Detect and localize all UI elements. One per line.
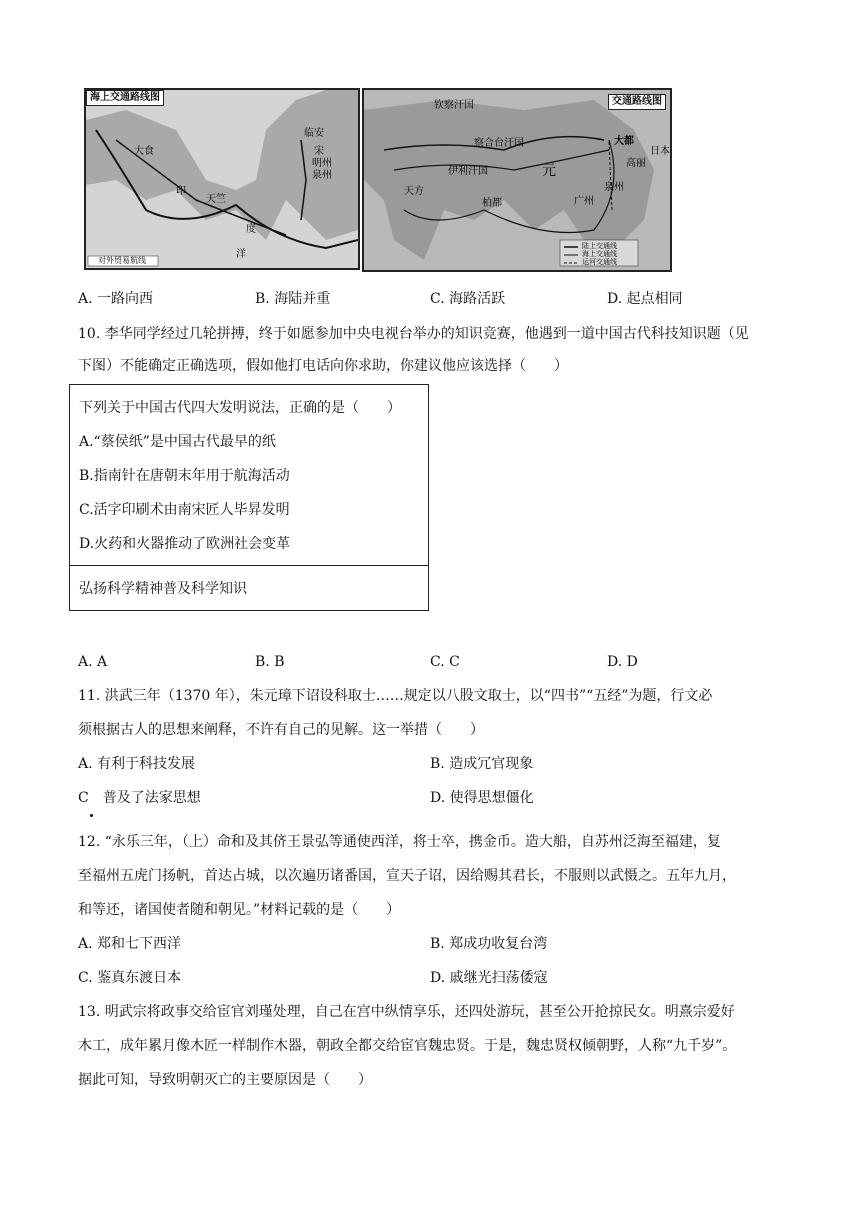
map-label: 伊利汗国 xyxy=(448,166,488,177)
trade-route-map-title: 交通路线图 xyxy=(608,94,666,110)
option-b: B. 郑成功收复台湾 xyxy=(430,936,548,952)
question-12-stem-line-1: 12. “永乐三年，（上）命和及其侪王景弘等通使西洋，将士卒，携金币。造大船，自苏州泛海至福建，复 xyxy=(78,834,721,850)
map-label: 高丽 xyxy=(626,158,646,169)
map-label: 大食 xyxy=(134,146,154,157)
map-label: 钦察汗国 xyxy=(434,100,474,111)
option-c: C. 海路活跃 xyxy=(430,291,506,307)
option-a: A. A xyxy=(78,654,108,670)
question-10-stem-line-2: 下图）不能确定正确选项，假如他打电话向你求助，你建议他应该选择（ ） xyxy=(78,358,568,374)
question-12-stem-line-3: 和等还，诸国使者随和朝见。”材料记载的是（ ） xyxy=(78,902,401,918)
option-a: A. 一路向西 xyxy=(78,291,154,307)
option-a: A. 郑和七下西洋 xyxy=(78,936,182,952)
question-11-stem-line-2: 须根据古人的思想来阐释，不许有自己的见解。这一举措（ ） xyxy=(78,722,484,738)
map-label: 度 xyxy=(246,224,256,235)
map-label: 天竺 xyxy=(206,194,226,205)
quiz-card-footer: 弘扬科学精神普及科学知识 xyxy=(79,581,247,597)
map-label: 广州 xyxy=(574,196,594,207)
question-13-stem-line-1: 13. 明武宗将政事交给宦官刘瑾处理，自己在宫中纵情享乐，还四处游玩，甚至公开抢掠民女。明熹宗爱好 xyxy=(78,1004,735,1020)
option-c: C. 鉴真东渡日本 xyxy=(78,970,182,986)
option-c: C 普及了法家思想 xyxy=(78,790,201,806)
quiz-card xyxy=(69,384,429,611)
map-label: 天方 xyxy=(404,186,424,197)
quiz-card-divider xyxy=(70,565,428,566)
sea-route-map xyxy=(84,88,360,270)
option-b: B. B xyxy=(255,654,285,670)
map-legend-item: 运河交通线 xyxy=(582,258,617,266)
map-label: 大都 xyxy=(614,136,634,147)
question-10-stem-line-1: 10. 李华同学经过几轮拼搏，终于如愿参加中央电视台举办的知识竞赛，他遇到一道中国古代科技知识题（见 xyxy=(78,326,749,342)
trade-route-map-drawing xyxy=(364,90,670,270)
question-13-stem-line-2: 木工，成年累月像木匠一样制作木器，朝政全都交给宦官魏忠贤。于是，魏忠贤权倾朝野，人称“九千岁”。 xyxy=(78,1038,737,1054)
map-label: 日本 xyxy=(650,146,670,157)
quiz-card-option-c: C.活字印刷术由南宋匠人毕昇发明 xyxy=(79,502,290,518)
option-b: B. 造成冗官现象 xyxy=(430,756,534,772)
option-d: D. 戚继光扫荡倭寇 xyxy=(430,970,548,986)
option-d: D. D xyxy=(607,654,638,670)
map-label: 泉州 xyxy=(312,170,332,181)
map-label: 泉州 xyxy=(604,182,624,193)
quiz-card-option-d: D.火药和火器推动了欧洲社会变革 xyxy=(79,536,291,552)
map-label: 察合台汗国 xyxy=(474,138,524,149)
map-label: 洋 xyxy=(236,249,246,260)
question-11-stem-line-1: 11. 洪武三年（1370 年），朱元璋下诏设科取士……规定以八股文取士，以“四书”“五经”为题，行文必 xyxy=(78,688,713,704)
quiz-card-question: 下列关于中国古代四大发明说法，正确的是（ ） xyxy=(79,400,401,416)
map-label: 宋 xyxy=(314,146,324,157)
map-label: 印 xyxy=(176,186,186,197)
question-12-stem-line-2: 至福州五虎门扬帆，首达占城，以次遍历诸番国，宣天子诏，因给赐其君长，不服则以武慑之。五年九月， xyxy=(78,868,736,884)
map-legend-item: 海上交通线 xyxy=(582,250,617,258)
option-d: D. 起点相同 xyxy=(607,291,683,307)
option-d: D. 使得思想僵化 xyxy=(430,790,534,806)
map-label: 元 xyxy=(542,163,556,179)
option-b: B. 海陆并重 xyxy=(255,291,331,307)
quiz-card-option-a: A.“蔡侯纸”是中国古代最早的纸 xyxy=(79,434,276,450)
stray-dot xyxy=(90,814,93,817)
map-label: 临安 xyxy=(304,128,324,139)
map-label: 明州 xyxy=(312,158,332,169)
map-label: 柏都 xyxy=(482,198,502,209)
option-c: C. C xyxy=(430,654,460,670)
trade-route-map xyxy=(362,88,672,272)
option-a: A. 有利于科技发展 xyxy=(78,756,196,772)
map-legend-item: 陆上交通线 xyxy=(582,242,617,250)
question-13-stem-line-3: 据此可知，导致明朝灭亡的主要原因是（ ） xyxy=(78,1072,372,1088)
quiz-card-option-b: B.指南针在唐朝末年用于航海活动 xyxy=(79,468,290,484)
map-legend: 对外贸易航线 xyxy=(98,256,146,265)
sea-route-map-title: 海上交通路线图 xyxy=(86,90,164,106)
